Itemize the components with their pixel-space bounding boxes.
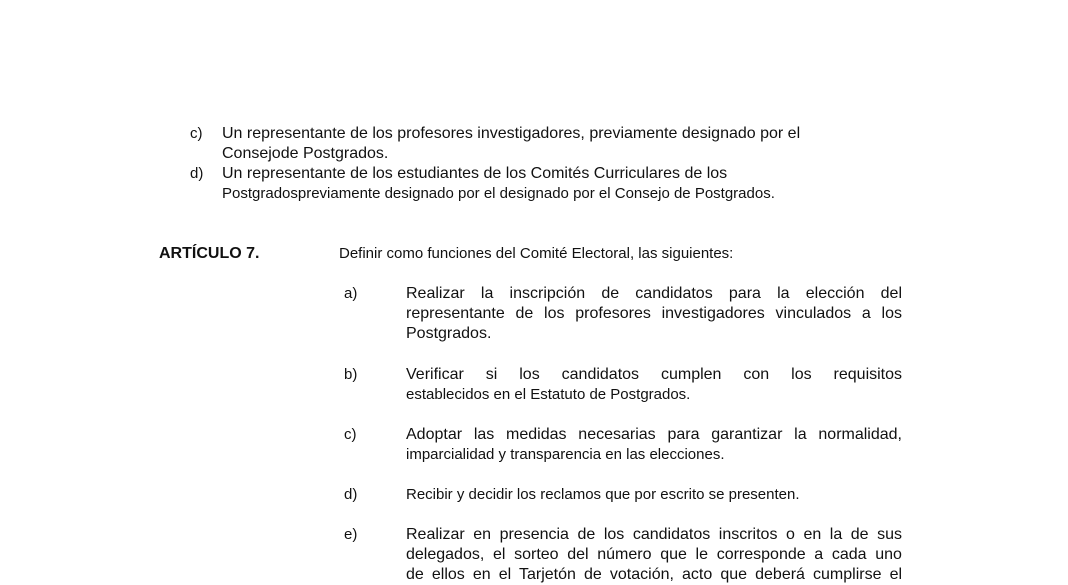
article-intro: Definir como funciones del Comité Electoral, las siguientes: (339, 245, 734, 262)
function-e-line2: delegados, el sorteo del número que le corresponde a cada uno (406, 546, 902, 563)
list-marker-d: d) (190, 165, 204, 182)
function-e-line1: Realizar en presencia de los candidatos inscritos o en la de sus (406, 526, 903, 543)
function-c-line2: imparcialidad y transparencia en las elecciones. (406, 446, 725, 463)
function-c-line1: Adoptar las medidas necesarias para garantizar la normalidad, (406, 426, 902, 443)
function-e-line3: de ellos en el Tarjetón de votación, acto que deberá cumplirse el (406, 566, 903, 583)
function-a-line2: representante de los profesores investigadores vinculados a los (406, 305, 902, 322)
article-label: ARTÍCULO 7. (159, 245, 260, 262)
function-marker-b: b) (344, 366, 358, 383)
function-a-line1: Realizar la inscripción de candidatos para la elección del (406, 285, 903, 302)
function-marker-e: e) (344, 526, 358, 543)
function-a-line3: Postgrados. (406, 325, 492, 342)
list-item-c-line1: Un representante de los profesores investigadores, previamente designado por el (222, 125, 801, 142)
function-marker-a: a) (344, 285, 358, 302)
function-b-line2: establecidos en el Estatuto de Postgrados. (406, 386, 691, 403)
list-item-d-line2: Postgradospreviamente designado por el designado por el Consejo de Postgrados. (222, 185, 775, 202)
list-item-d-line1: Un representante de los estudiantes de los Comités Curriculares de los (222, 165, 728, 182)
list-item-c-line2: Consejode Postgrados. (222, 145, 389, 162)
function-marker-d: d) (344, 486, 358, 503)
function-b-line1: Verificar si los candidatos cumplen con los requisitos (406, 366, 903, 383)
function-marker-c: c) (344, 426, 357, 443)
list-marker-c: c) (190, 125, 203, 142)
function-d-line1: Recibir y decidir los reclamos que por escrito se presenten. (406, 486, 800, 503)
